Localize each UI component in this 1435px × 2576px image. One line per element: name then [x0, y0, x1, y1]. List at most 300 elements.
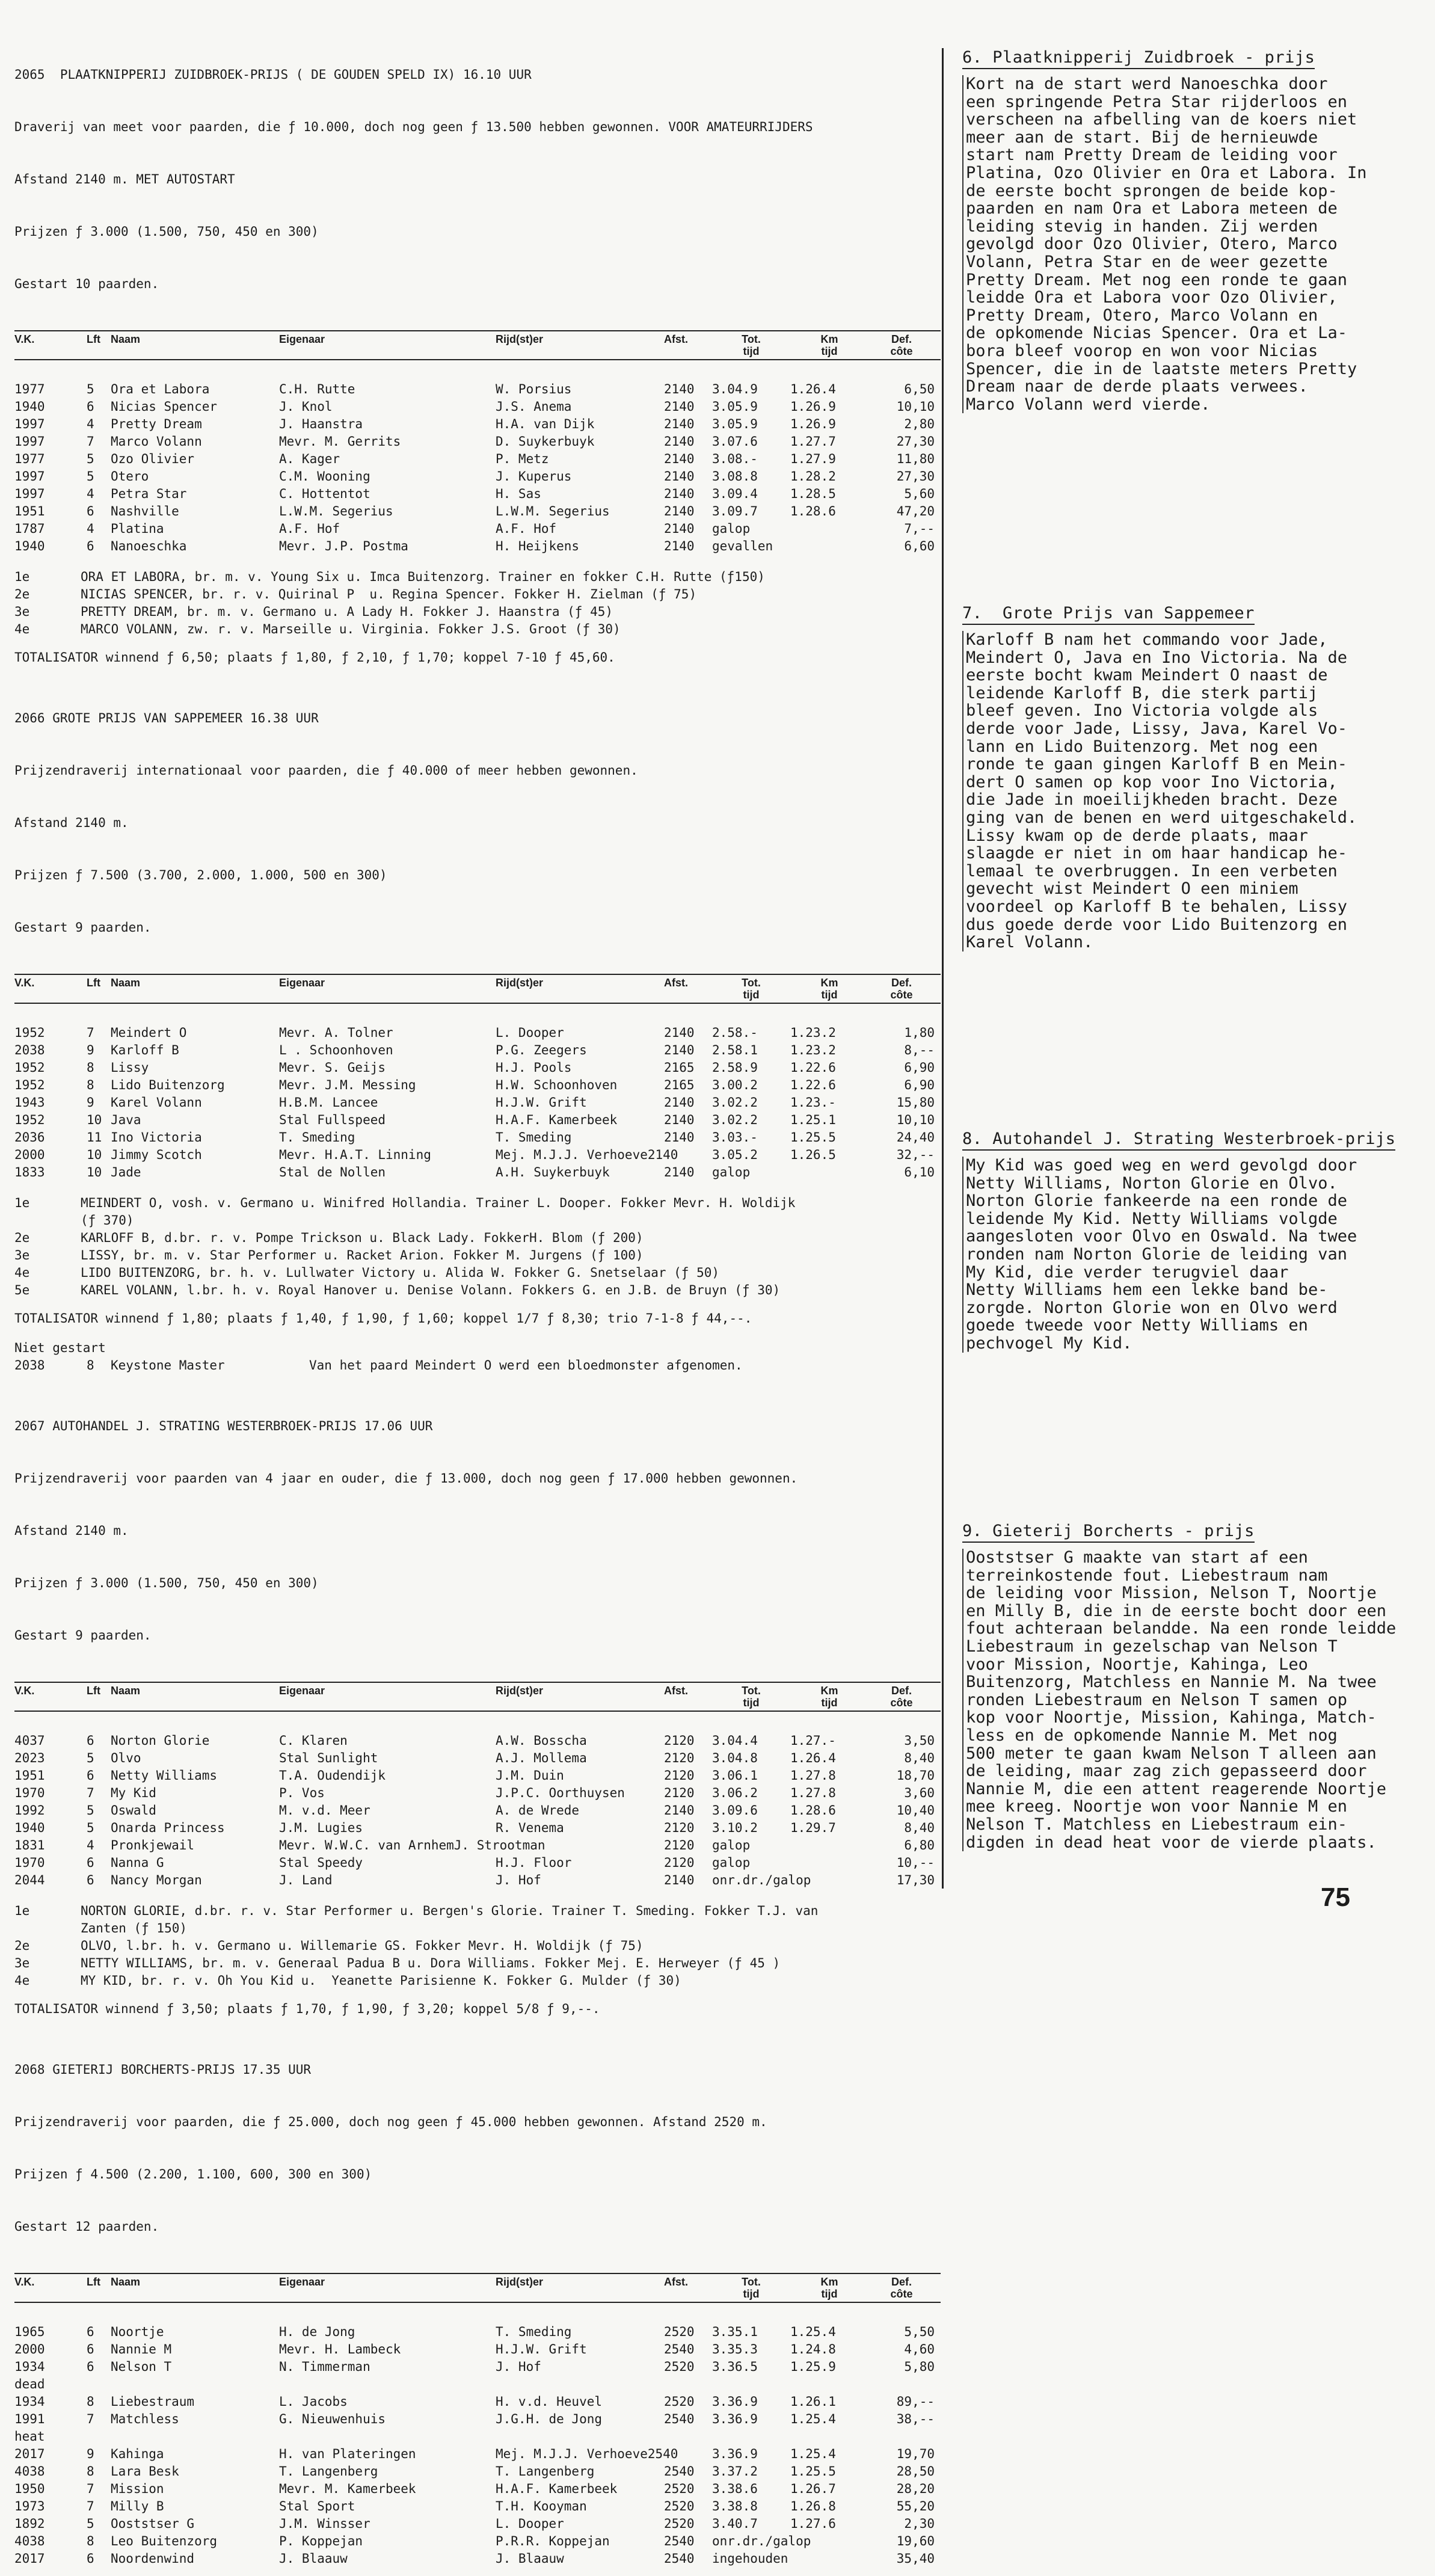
race-header	[14, 31, 941, 328]
placing: 4e	[14, 1973, 30, 1988]
report-line: de leiding voor Mission, Nelson T, Noortje	[966, 1584, 1377, 1603]
cell-naam: Milly B	[111, 2499, 164, 2513]
cell-lft: 8	[87, 1060, 94, 1075]
cell-naam: Jimmy Scotch	[111, 1148, 202, 1162]
cell-rijd: J.M. Duin	[496, 1768, 564, 1783]
cell-naam: Nanna G	[111, 1855, 164, 1870]
cell-km: 1.28.6	[790, 1803, 836, 1818]
cell-eig: J. Haanstra	[279, 417, 363, 431]
cell-tot: 3.03.-	[712, 1130, 758, 1145]
cell-def: 6,60	[904, 539, 935, 553]
cell-vk: 4037	[14, 1733, 45, 1748]
cell-vk: 1965	[14, 2325, 45, 2339]
table-row	[14, 2411, 941, 2428]
cell-vk: 1943	[14, 1095, 45, 1110]
report-line: een springende Petra Star rijderloos en	[966, 92, 1347, 111]
report-title: 8. Autohandel J. Strating Westerbroek-prijs	[962, 1130, 1395, 1151]
cell-tot: 2.58.-	[712, 1025, 758, 1040]
col-eigenaar: Eigenaar	[279, 2276, 325, 2288]
cell-vk: 1952	[14, 1078, 45, 1092]
cell-afst: 2140	[664, 1113, 695, 1127]
cell-rijd: H.W. Schoonhoven	[496, 1078, 618, 1092]
cell-naam: Ooststser G	[111, 2516, 195, 2531]
cell-lft: 8	[87, 2464, 94, 2479]
placing: 4e	[14, 622, 30, 636]
cell-afst: 2140	[664, 1873, 695, 1887]
winner-description: MEINDERT O, vosh. v. Germano u. Winifred Hollandia. Trainer L. Dooper. Fokker Mevr. H. Woldijk (ƒ 370)	[81, 1196, 796, 1228]
race-title: 2068 GIETERIJ BORCHERTS-PRIJS 17.35 UUR	[14, 2062, 312, 2077]
report-line: Spencer, die in de laatste meters Pretty	[966, 359, 1357, 378]
cell-rijd: A.W. Bosscha	[496, 1733, 587, 1748]
cell-eig: Stal de Nollen	[279, 1165, 386, 1179]
cell-def: 6,10	[904, 1165, 935, 1179]
col-rijder: Rijd(st)er	[496, 977, 544, 989]
report-line: Liebestraum in gezelschap van Nelson T	[966, 1637, 1338, 1656]
totalisator: TOTALISATOR winnend ƒ 6,50; plaats ƒ 1,80, ƒ 2,10, ƒ 1,70; koppel 7-10 ƒ 45,60.	[14, 650, 615, 665]
report-line: slaagde er niet in om haar handicap he-	[966, 844, 1347, 863]
cell-afst: 2140	[664, 504, 695, 518]
cell-eig: C.M. Wooning	[279, 469, 370, 484]
cell-def: 8,40	[904, 1751, 935, 1765]
winner-description: NORTON GLORIE, d.br. r. v. Star Performer u. Bergen's Glorie. Trainer T. Smeding. Fokker T.J. van Zanten (ƒ 150)	[81, 1904, 819, 1935]
cell-def: 47,20	[896, 504, 935, 518]
cell-km	[790, 1854, 868, 1872]
winner-entry	[14, 1955, 941, 1972]
col-vk: V.K.	[14, 977, 35, 989]
cell-naam: My Kid	[111, 1786, 156, 1800]
cell-km: 1.27.-	[790, 1733, 836, 1748]
col-vk: V.K.	[14, 1685, 35, 1697]
report-line: gevolgd door Ozo Olivier, Otero, Marco	[966, 235, 1338, 254]
report-line: derde voor Jade, Lissy, Java, Karel Vo-	[966, 719, 1347, 738]
cell-def: 28,20	[896, 2482, 935, 2496]
table-row	[14, 398, 941, 416]
report-line: leiding stevig in handen. Zij werden	[966, 217, 1318, 236]
cell-rijd	[496, 2428, 664, 2445]
cell-def: 6,80	[904, 1838, 935, 1852]
race-distance: Afstand 2140 m.	[14, 816, 129, 830]
race-conditions: Prijzendraverij internationaal voor paarden, die ƒ 40.000 of meer hebben gewonnen.	[14, 763, 638, 778]
cell-vk: 1952	[14, 1025, 45, 1040]
cell-lft: 6	[87, 1855, 94, 1870]
winners-list	[14, 568, 941, 638]
cell-rijd: T. Smeding	[496, 2325, 572, 2339]
cell-rijd: L. Dooper	[496, 1025, 564, 1040]
winner-entry	[14, 1264, 941, 1282]
totalisator: TOTALISATOR winnend ƒ 1,80; plaats ƒ 1,40, ƒ 1,90, ƒ 1,60; koppel 1/7 ƒ 8,30; trio 7-1-8 ƒ 44,--.	[14, 1311, 752, 1326]
cell-km: 1.26.4	[790, 1751, 836, 1765]
cell-eig: Mevr. S. Geijs	[279, 1060, 386, 1075]
results-table	[14, 381, 941, 555]
race-distance: Afstand 2140 m.	[14, 1523, 129, 1538]
col-tot: Tot. tijd	[742, 1685, 761, 1709]
cell-rijd: H.A.F. Kamerbeek	[496, 1113, 618, 1127]
cell-rijd: H. Sas	[496, 487, 541, 501]
cell-eig: Stal Sunlight	[279, 1751, 378, 1765]
cell-tot: 3.38.6	[712, 2482, 758, 2496]
col-km: Km tijd	[820, 2276, 838, 2300]
cell-naam: Karloff B	[111, 1043, 179, 1057]
cell-km: 1.25.5	[790, 1130, 836, 1145]
cell-km	[790, 2428, 868, 2445]
cell-vk: 2038	[14, 1043, 45, 1057]
cell-vk: 1831	[14, 1838, 45, 1852]
cell-km: 1.27.9	[790, 452, 836, 466]
placing: 2e	[14, 1231, 30, 1245]
col-naam: Naam	[111, 977, 141, 989]
cell-def: 1,80	[904, 1025, 935, 1040]
report-line: ging van de benen en werd uitgeschakeld.	[966, 808, 1357, 827]
cell-vk: 1970	[14, 1855, 45, 1870]
cell-def: 19,70	[896, 2447, 935, 2461]
col-rijder: Rijd(st)er	[496, 1685, 544, 1697]
report-line: Volann, Petra Star en de weer gezette	[966, 252, 1328, 271]
cell-eig: P. Vos	[279, 1786, 325, 1800]
cell-eig: L. Jacobs	[279, 2394, 348, 2409]
cell-def: 19,60	[896, 2534, 935, 2548]
cell-lft: 9	[87, 1095, 94, 1110]
cell-naam: Pronkjewail	[111, 1838, 195, 1852]
cell-afst: 2540	[664, 2412, 695, 2426]
cell-tot: gevallen	[712, 539, 773, 553]
cell-vk: 2036	[14, 1130, 45, 1145]
cell-vk: 1951	[14, 504, 45, 518]
cell-def: 6,90	[904, 1078, 935, 1092]
cell-lft: 5	[87, 469, 94, 484]
cell-def: 24,40	[896, 1130, 935, 1145]
race-prizes: Prijzen ƒ 7.500 (3.700, 2.000, 1.000, 500 en 300)	[14, 868, 387, 882]
col-naam: Naam	[111, 2276, 141, 2288]
cell-naam: Olvo	[111, 1751, 141, 1765]
col-km: Km tijd	[820, 333, 838, 357]
cell-km: 1.28.5	[790, 487, 836, 501]
cell-afst: 2520	[664, 2359, 695, 2374]
report-text	[962, 631, 1357, 951]
report-title: 6. Plaatknipperij Zuidbroek - prijs	[962, 48, 1315, 69]
cell-afst: 2520	[664, 2394, 695, 2409]
table-row	[14, 2358, 941, 2376]
winner-description: ORA ET LABORA, br. m. v. Young Six u. Imca Buitenzorg. Trainer en fokker C.H. Rutte (ƒ150)	[81, 570, 765, 584]
cell-rijd: J. Hof	[496, 1873, 541, 1887]
cell-lft: 4	[87, 1838, 94, 1852]
cell-km: 1.22.6	[790, 1060, 836, 1075]
cell-km: 1.25.1	[790, 1113, 836, 1127]
cell-naam: Kahinga	[111, 2447, 164, 2461]
race-title: 2066 GROTE PRIJS VAN SAPPEMEER 16.38 UUR	[14, 711, 319, 725]
cell-tot: 3.00.2	[712, 1078, 758, 1092]
cell-afst	[664, 2445, 712, 2463]
cell-def	[868, 2428, 935, 2445]
cell-lft: 8	[87, 2534, 94, 2548]
cell-tot: galop	[712, 1838, 751, 1852]
report-line: My Kid, die verder terugviel daar	[966, 1262, 1289, 1282]
cell-vk: 1950	[14, 2482, 45, 2496]
cell-eig: H.B.M. Lancee	[279, 1095, 378, 1110]
cell-eig: J. Blaauw	[279, 2551, 348, 2566]
cell-vk: 2000	[14, 1148, 45, 1162]
cell-eig: C.H. Rutte	[279, 382, 355, 396]
cell-vk: dead	[14, 2377, 45, 2391]
cell-def: 7,--	[904, 521, 935, 536]
cell-afst: 2140	[664, 469, 695, 484]
cell-tot: 3.37.2	[712, 2464, 758, 2479]
cell-tot: galop	[712, 1855, 751, 1870]
table-header	[14, 1682, 941, 1712]
report-line: Lissy kwam op de derde plaats, maar	[966, 826, 1308, 845]
cell-lft: 6	[87, 2551, 94, 2566]
cell-eig: Stal Sport	[279, 2499, 355, 2513]
cell-vk: 1997	[14, 469, 45, 484]
page-number: 75	[1321, 1883, 1350, 1912]
table-row	[14, 1784, 941, 1802]
table-row	[14, 2463, 941, 2480]
cell-eig: Mevr. M. Gerrits	[279, 434, 401, 449]
report-line: de eerste bocht sprongen de beide kop-	[966, 181, 1338, 200]
report-title: 9. Gieterij Borcherts - prijs	[962, 1522, 1255, 1543]
cell-vk: 1940	[14, 1821, 45, 1835]
cell-afst: 2140	[664, 521, 695, 536]
cell-rijd: H.J.W. Grift	[496, 2342, 587, 2356]
cell-tot: 3.36.9	[712, 2447, 758, 2461]
cell-tot: 3.07.6	[712, 434, 758, 449]
cell-eig: T.A. Oudendijk	[279, 1768, 386, 1783]
cell-lft: 5	[87, 452, 94, 466]
report-line: goede tweede voor Netty Williams en	[966, 1316, 1308, 1335]
cell-rijd: R. Venema	[496, 1821, 564, 1835]
not-started	[14, 1339, 941, 1374]
winners-list	[14, 1194, 941, 1299]
col-afst: Afst.	[664, 333, 688, 345]
cell-rijd: H. v.d. Heuvel	[496, 2394, 603, 2409]
winner-entry	[14, 586, 941, 603]
cell-naam: Marco Volann	[111, 434, 202, 449]
race-starters: Gestart 12 paarden.	[14, 2219, 159, 2234]
report-text	[962, 1549, 1396, 1851]
report-8	[962, 1130, 1395, 1353]
cell-vk: 1970	[14, 1786, 45, 1800]
table-row	[14, 2376, 941, 2393]
winner-entry	[14, 568, 941, 586]
cell-naam: Nanoeschka	[111, 539, 187, 553]
cell-eig: H. van Plateringen	[279, 2447, 416, 2461]
cell-afst: 2140	[664, 417, 695, 431]
not-started-label: Niet gestart	[14, 1341, 106, 1355]
cell-rijd: Mej. M.J.J. Verhoeve2540	[496, 2447, 678, 2461]
cell-eig: Mevr. J.P. Postma	[279, 539, 408, 553]
placing: 2e	[14, 587, 30, 601]
winner-description: NICIAS SPENCER, br. r. v. Quirinal P u. Regina Spencer. Fokker H. Zielman (ƒ 75)	[81, 587, 697, 601]
race-2068	[14, 2026, 941, 2568]
cell-rijd: P. Metz	[496, 452, 549, 466]
cell-naam: Meindert O	[111, 1025, 187, 1040]
cell-naam: Oswald	[111, 1803, 156, 1818]
cell-vk: 2017	[14, 2551, 45, 2566]
table-row	[14, 2428, 941, 2445]
report-line: Platina, Ozo Olivier en Ora et Labora. In	[966, 163, 1367, 182]
cell-lft: 6	[87, 504, 94, 518]
cell-afst: 2520	[664, 2516, 695, 2531]
col-eigenaar: Eigenaar	[279, 333, 325, 345]
winner-description: MARCO VOLANN, zw. r. v. Marseille u. Virginia. Fokker J.S. Groot (ƒ 30)	[81, 622, 621, 636]
cell-afst: 2140	[664, 1803, 695, 1818]
report-line: die Jade in moeilijkheden bracht. Deze	[966, 790, 1338, 810]
cell-lft: 10	[87, 1148, 102, 1162]
table-row	[14, 1042, 941, 1059]
not-started-row: 2038 8 Keystone Master Van het paard Meindert O werd een bloedmonster afgenomen.	[14, 1357, 941, 1374]
cell-vk: 1892	[14, 2516, 45, 2531]
report-line: digden in dead heat voor de vierde plaats.	[966, 1833, 1377, 1852]
cell-km: 1.26.1	[790, 2394, 836, 2409]
cell-lft: 11	[87, 1130, 102, 1145]
winner-entry	[14, 1972, 941, 1990]
cell-def: 55,20	[896, 2499, 935, 2513]
cell-rijd: A.F. Hof	[496, 521, 557, 536]
race-2065	[14, 31, 941, 666]
cell-tot: 3.05.9	[712, 417, 758, 431]
report-line: Pretty Dream, Otero, Marco Volann en	[966, 306, 1318, 325]
col-tot: Tot. tijd	[742, 977, 761, 1001]
totalisator: TOTALISATOR winnend ƒ 3,50; plaats ƒ 1,70, ƒ 1,90, ƒ 3,20; koppel 5/8 ƒ 9,--.	[14, 2002, 600, 2016]
cell-vk: 1977	[14, 452, 45, 466]
race-title: 2065 PLAATKNIPPERIJ ZUIDBROEK-PRIJS ( DE GOUDEN SPELD IX) 16.10 UUR	[14, 67, 532, 82]
cell-eig	[279, 2376, 496, 2393]
cell-naam: Noordenwind	[111, 2551, 195, 2566]
cell-rijd: D. Suykerbuyk	[496, 434, 595, 449]
table-row	[14, 1146, 941, 1164]
cell-vk: 1952	[14, 1113, 45, 1127]
cell-lft: 8	[87, 1078, 94, 1092]
cell-tot: 3.02.2	[712, 1095, 758, 1110]
table-row	[14, 1059, 941, 1077]
cell-rijd: H.A.F. Kamerbeek	[496, 2482, 618, 2496]
report-line: voordeel op Karloff B te behalen, Lissy	[966, 897, 1347, 916]
report-line: less en de opkomende Nannie M. Met nog	[966, 1726, 1338, 1745]
winner-entry	[14, 1194, 941, 1229]
cell-lft: 5	[87, 2516, 94, 2531]
cell-km: 1.25.9	[790, 2359, 836, 2374]
cell-lft: 6	[87, 1768, 94, 1783]
report-line: Kort na de start werd Nanoeschka door	[966, 75, 1328, 93]
placing: 4e	[14, 1265, 30, 1280]
cell-eig: J. Land	[279, 1873, 333, 1887]
col-rijder: Rijd(st)er	[496, 2276, 544, 2288]
cell-vk: 2000	[14, 2342, 45, 2356]
winner-description: MY KID, br. r. v. Oh You Kid u. Yeanette Parisienne K. Fokker G. Mulder (ƒ 30)	[81, 1973, 681, 1988]
cell-lft	[87, 2428, 111, 2445]
placing: 5e	[14, 1283, 30, 1297]
results-column	[14, 31, 941, 2576]
cell-vk: 1997	[14, 487, 45, 501]
col-def: Def. côte	[890, 333, 913, 357]
winner-entry	[14, 1937, 941, 1955]
cell-km: 1.25.4	[790, 2325, 836, 2339]
cell-def: 5,50	[904, 2325, 935, 2339]
cell-lft: 8	[87, 2394, 94, 2409]
cell-afst: 2140	[664, 1025, 695, 1040]
cell-afst: 2140	[664, 434, 695, 449]
cell-tot: onr.dr./galop	[712, 2534, 811, 2548]
cell-def: 10,10	[896, 1113, 935, 1127]
cell-km: 1.27.7	[790, 434, 836, 449]
report-line: verscheen na afbelling van de koers niet	[966, 110, 1357, 129]
cell-km: 1.25.4	[790, 2412, 836, 2426]
cell-naam: Nashville	[111, 504, 179, 518]
cell-eig: Mevr. W.W.C. van ArnhemJ. Strootman	[279, 1838, 545, 1852]
cell-eig: N. Timmerman	[279, 2359, 370, 2374]
winner-description: KARLOFF B, d.br. r. v. Pompe Trickson u. Black Lady. FokkerH. Blom (ƒ 200)	[81, 1231, 644, 1245]
cell-naam: Lido Buitenzorg	[111, 1078, 225, 1092]
race-header	[14, 1383, 941, 1679]
cell-eig: T. Langenberg	[279, 2464, 378, 2479]
cell-def: 3,60	[904, 1786, 935, 1800]
cell-naam: Nicias Spencer	[111, 399, 218, 414]
cell-tot: 2.58.1	[712, 1043, 758, 1057]
winners-list	[14, 1902, 941, 1990]
report-line: fout achteraan belandde. Na een ronde leidde	[966, 1619, 1397, 1638]
cell-rijd: L. Dooper	[496, 2516, 564, 2531]
cell-afst: 2540	[664, 2342, 695, 2356]
report-line: lann en Lido Buitenzorg. Met nog een	[966, 737, 1318, 756]
report-line: paarden en nam Ora et Labora meteen de	[966, 199, 1338, 218]
cell-def: 32,--	[896, 1148, 935, 1162]
cell-afst: 2120	[664, 1733, 695, 1748]
table-row	[14, 2533, 941, 2550]
table-row	[14, 468, 941, 485]
report-line: Netty Williams hem een lekke band be-	[966, 1280, 1328, 1300]
cell-eig	[279, 2428, 496, 2445]
cell-eig: Mevr. H.A.T. Linning	[279, 1148, 431, 1162]
winner-entry	[14, 1247, 941, 1264]
table-header	[14, 2273, 941, 2303]
race-conditions: Prijzendraverij voor paarden, die ƒ 25.000, doch nog geen ƒ 45.000 hebben gewonnen. Afstand 2520 m.	[14, 2115, 767, 2129]
table-row	[14, 1732, 941, 1750]
cell-rijd: H.J. Floor	[496, 1855, 572, 1870]
report-line: Nannie M, die een attent reagerende Noortje	[966, 1779, 1386, 1798]
report-title: 7. Grote Prijs van Sappemeer	[962, 604, 1255, 625]
col-eigenaar: Eigenaar	[279, 977, 325, 989]
cell-naam: Lara Besk	[111, 2464, 179, 2479]
cell-lft: 7	[87, 434, 94, 449]
cell-tot: 3.04.8	[712, 1751, 758, 1765]
cell-naam: Java	[111, 1113, 141, 1127]
cell-lft: 6	[87, 2359, 94, 2374]
cell-eig: M. v.d. Meer	[279, 1803, 370, 1818]
report-line: meer aan de start. Bij de hernieuwde	[966, 128, 1318, 147]
cell-lft: 5	[87, 382, 94, 396]
race-prizes: Prijzen ƒ 3.000 (1.500, 750, 450 en 300)	[14, 1576, 319, 1590]
cell-rijd: Mej. M.J.J. Verhoeve2140	[496, 1148, 678, 1162]
cell-naam: Ino Victoria	[111, 1130, 202, 1145]
table-row	[14, 1077, 941, 1094]
cell-vk: 1952	[14, 1060, 45, 1075]
cell-def: 8,--	[904, 1043, 935, 1057]
cell-afst: 2120	[664, 1821, 695, 1835]
winner-entry	[14, 621, 941, 638]
table-row	[14, 503, 941, 520]
cell-vk: 1973	[14, 2499, 45, 2513]
cell-km: 1.23.2	[790, 1043, 836, 1057]
cell-km: 1.26.7	[790, 2482, 836, 2496]
cell-lft: 7	[87, 2499, 94, 2513]
table-row	[14, 520, 941, 538]
report-line: Nelson T. Matchless en Liebestraum ein-	[966, 1815, 1347, 1834]
cell-afst: 2520	[664, 2482, 695, 2496]
report-line: Meindert O, Java en Ino Victoria. Na de	[966, 648, 1347, 667]
cell-naam	[111, 2428, 279, 2445]
cell-naam: Ora et Labora	[111, 382, 210, 396]
cell-eig: G. Nieuwenhuis	[279, 2412, 386, 2426]
col-lft: Lft	[87, 2276, 100, 2288]
